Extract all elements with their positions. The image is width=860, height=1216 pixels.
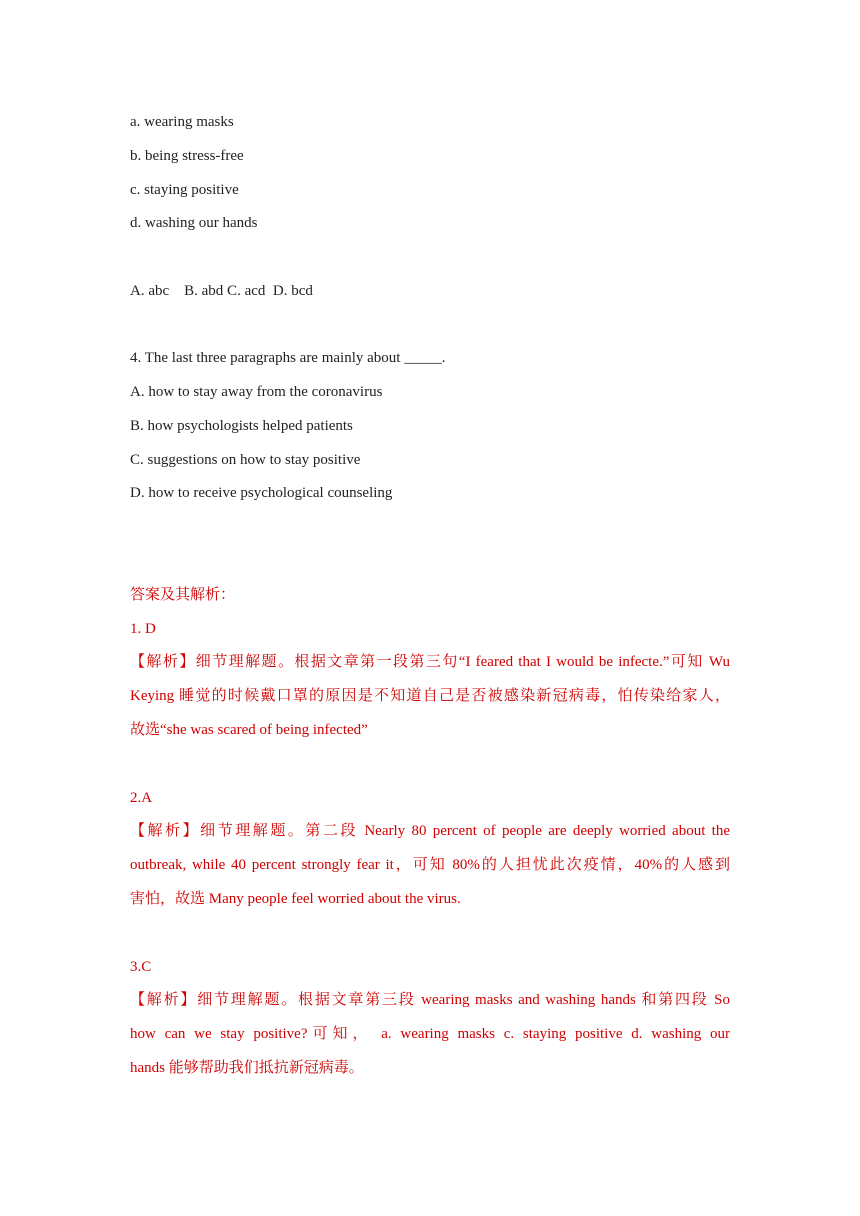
explanation-3-line-1: 【解析】细节理解题。根据文章第三段 wearing masks and washing hands 和第四段 So	[130, 992, 730, 1008]
question3-option-b: b. being stress-free	[130, 148, 244, 164]
explanation-2-line-3: 害怕，故选 Many people feel worried about the virus.	[130, 891, 461, 907]
explanation-2-line-2: outbreak, while 40 percent strongly fear it，可知 80%的人担忧此次疫情，40%的人感到	[130, 857, 730, 873]
answer-3: 3.C	[130, 959, 152, 975]
question3-option-d: d. washing our hands	[130, 215, 258, 231]
answer-1: 1. D	[130, 621, 156, 637]
explanation-2-line-1: 【解析】细节理解题。第二段 Nearly 80 percent of people are deeply worried about the	[130, 823, 730, 839]
question3-choices: A. abc B. abd C. acd D. bcd	[130, 283, 313, 299]
question4-option-d: D. how to receive psychological counseling	[130, 485, 393, 501]
question3-option-c: c. staying positive	[130, 182, 239, 198]
answers-heading: 答案及其解析：	[130, 587, 236, 603]
question4-stem: 4. The last three paragraphs are mainly about _____.	[130, 350, 446, 366]
explanation-1-line-1: 【解析】细节理解题。根据文章第一段第三句“I feared that I would be infecte.”可知 Wu	[130, 654, 730, 670]
answer-2: 2.A	[130, 790, 153, 806]
question3-option-a: a. wearing masks	[130, 114, 234, 130]
question4-option-b: B. how psychologists helped patients	[130, 418, 353, 434]
explanation-1-line-2: Keying 睡觉的时候戴口罩的原因是不知道自己是否被感染新冠病毒，怕传染给家人，	[130, 688, 730, 704]
question4-option-c: C. suggestions on how to stay positive	[130, 452, 361, 468]
explanation-3-line-2: how can we stay positive?可知， a. wearing masks c. staying positive d. washing our	[130, 1026, 730, 1042]
question4-option-a: A. how to stay away from the coronavirus	[130, 384, 383, 400]
explanation-3-line-3: hands 能够帮助我们抵抗新冠病毒。	[130, 1060, 364, 1076]
explanation-1-line-3: 故选“she was scared of being infected”	[130, 722, 368, 738]
